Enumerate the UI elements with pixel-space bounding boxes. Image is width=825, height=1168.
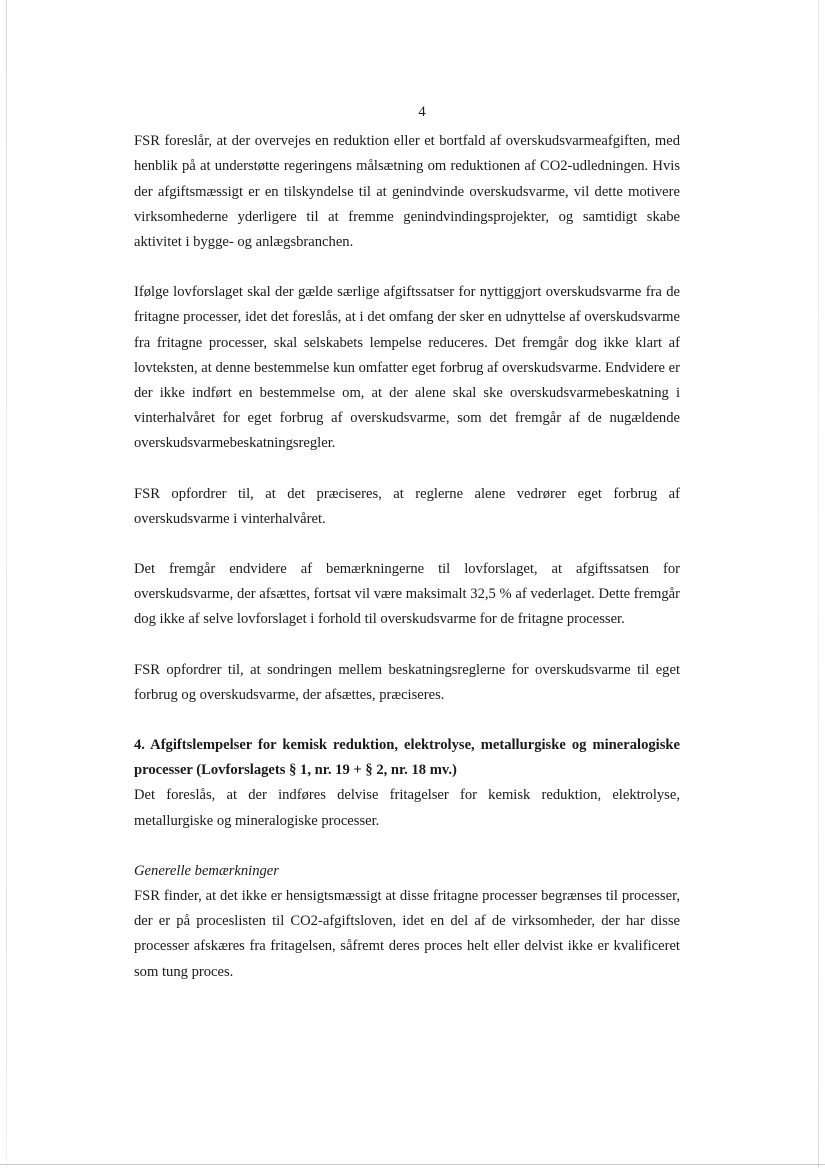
paragraph-gap [134,834,680,859]
paragraph-opfordring-sondring: FSR opfordrer til, at sondringen mellem beskatningsreglerne for overskudsvarme til eget forbrug og overskudsvarme, der afsættes, præciseres. [134,661,680,703]
paragraph-overskudsvarmeafgift: FSR foreslår, at der overvejes en reduktion eller et bortfald af overskudsvarmeafgiften, med henblik på at understøtte regeringens målsætning om reduktionen af CO2-udledningen. Hvis der afgiftsmæssigt er en tilskyndelse til at genindvinde overskudsvarme, vil dette motivere virksomhederne yderligere til at fremme genindvindingsprojekter, og samtidigt skabe aktivitet i bygge- og anlægsbranchen. [134,133,680,251]
paragraph-afgiftssats-bemaerkninger: Det fremgår endvidere af bemærkningerne til lovforslaget, at afgiftssatsen for overskudsvarme, der afsættes, fortsat vil være maksimalt 32,5 % af vederlaget. Dette fremgår dog ikke af selve lovforslaget i forhold til overskudsvarme for de fritagne processer. [134,561,680,628]
paragraph-gap [134,255,680,280]
scan-edge-right [818,0,819,1168]
document-page [134,100,680,985]
section-4-intro: Det foreslås, at der indføres delvise fritagelser for kemisk reduktion, elektrolyse, metallurgiske og mineralogiske processer. [134,787,680,829]
page-number: 4 [418,104,426,120]
paragraph-gap [134,633,680,658]
paragraph-gap [134,532,680,557]
section-4-subheading: Generelle bemærkninger [134,862,279,879]
section-4-heading: 4. Afgiftslempelser for kemisk reduktion, elektrolyse, metallurgiske og mineralogiske processer (Lovforslagets § 1, nr. 19 + § 2, nr. 18 mv.) [134,737,680,779]
scan-edge-left [6,0,7,1168]
paragraph-gap [134,457,680,482]
paragraph-afgiftssatser: Ifølge lovforslaget skal der gælde særlige afgiftssatser for nyttiggjort overskudsvarme fra de fritagne processer, idet det foreslås, at i det omfang der sker en udnyttelse af overskudsvarme fra fritagne processer, skal selskabets lempelse reduceres. Det fremgår dog ikke klart af lovteksten, at denne bestemmelse kun omfatter eget forbrug af overskudsvarme. Endvidere er der ikke indført en bestemmelse om, at der alene skal ske overskudsvarmebeskatning i vinterhalvåret for eget forbrug af overskudsvarme, som det fremgår af de nugældende overskudsvarmebeskatningsregler. [134,284,680,452]
section-4-body: FSR finder, at det ikke er hensigtsmæssigt at disse fritagne processer begrænses til processer, der er på proceslisten til CO2-afgiftsloven, idet en del af de virksomheder, der har disse processer afskæres fra fritagelsen, såfremt deres proces helt eller delvist ikke er kvalificeret som tung proces. [134,888,680,980]
scan-edge-bottom [0,1164,825,1165]
paragraph-gap [134,708,680,733]
paragraph-opfordring-praecisering: FSR opfordrer til, at det præciseres, at reglerne alene vedrører eget forbrug af overskudsvarme i vinterhalvåret. [134,485,680,527]
